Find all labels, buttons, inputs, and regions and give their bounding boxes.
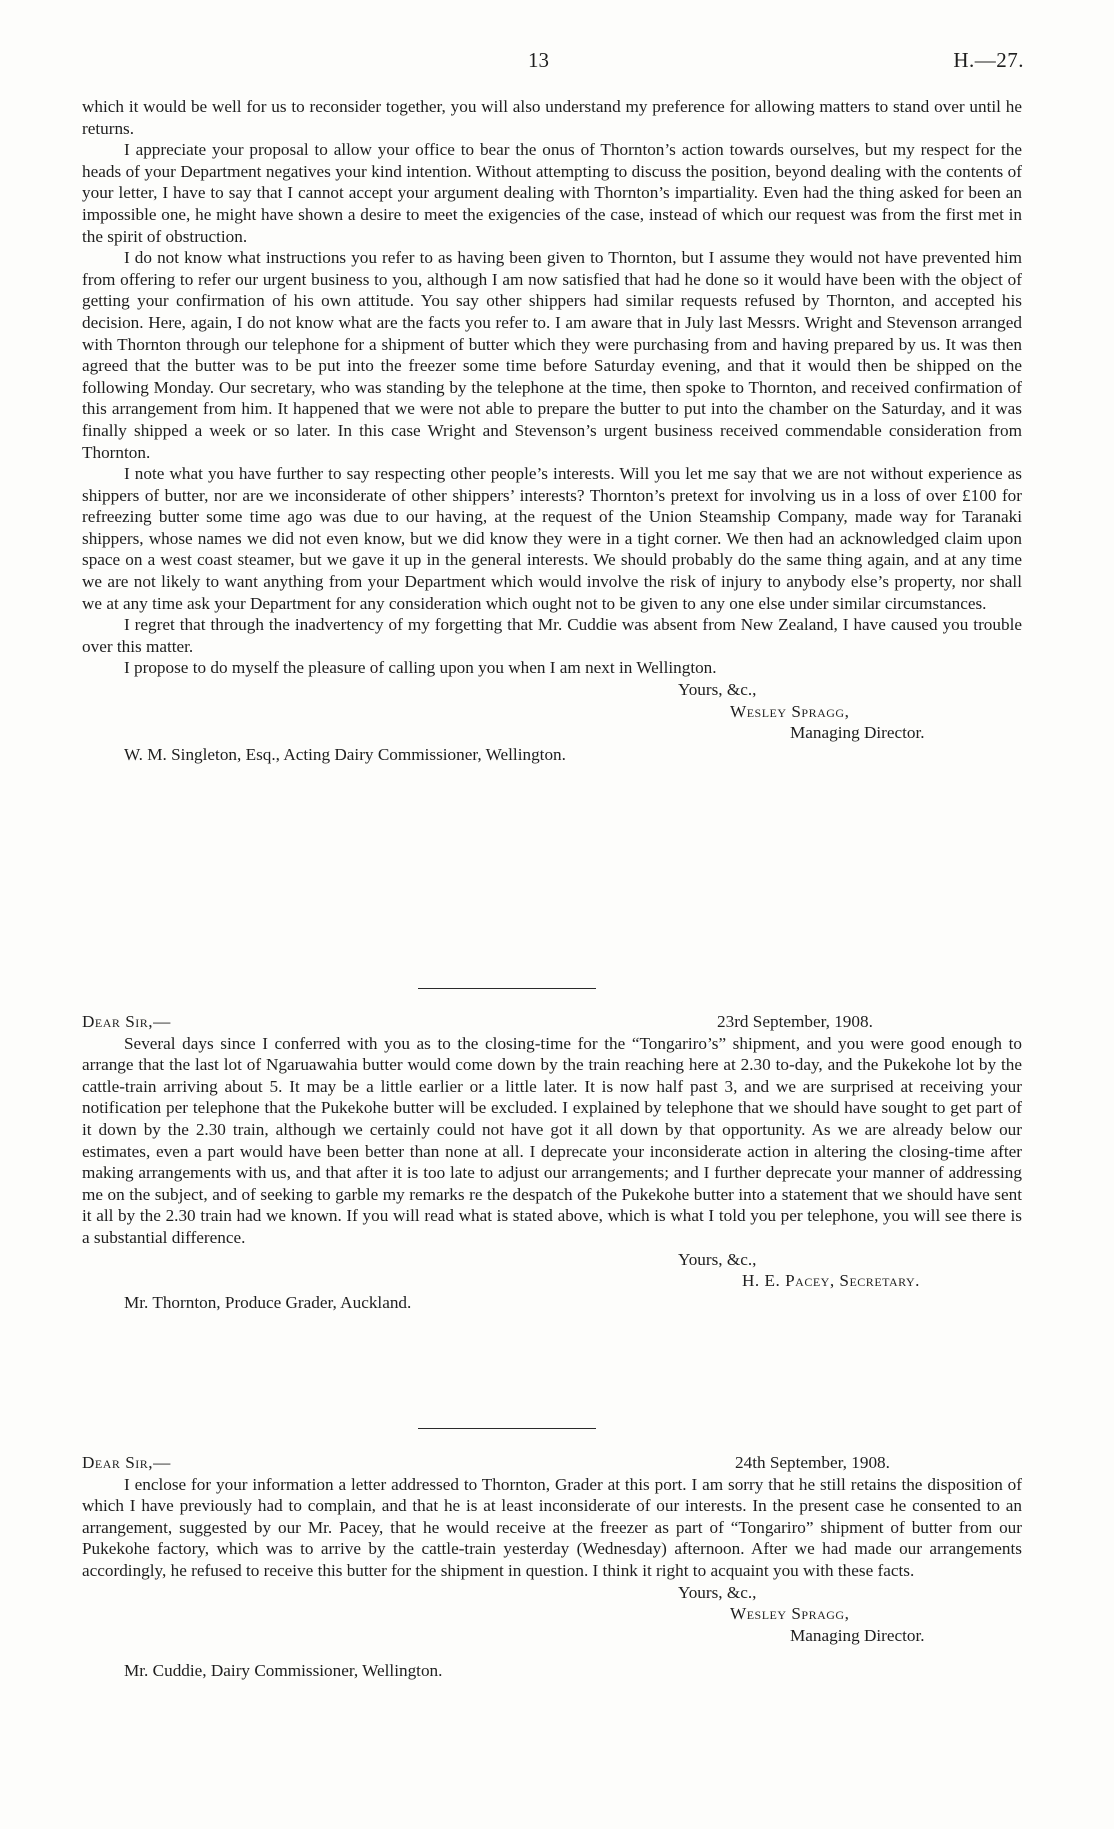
letter-3-heading <box>82 1452 1022 1474</box>
letter-1-paragraph: I note what you have further to say respecting other people’s interests. Will you let me say that we are not without experience as shippers of butter, nor are we inconsiderate of other shippers’ interests? Thornton’s pretext for involving us in a loss of over £100 for refreezing butter some time ago was due to our having, at the request of the Union Steamship Company, made way for Taranaki shippers, whose names we did not even know, but we did know they were in a tight corner. We then had an acknowledged claim upon space on a west coast steamer, but we gave it up in the general interests. We should probably do the same thing again, and at any time we are not likely to want anything from your Department which would involve the risk of injury to anybody else’s property, nor shall we at any time ask your Department for any consideration which ought not to be given to any one else under similar circumstances. <box>82 464 1022 613</box>
letter-2-heading <box>82 1011 1022 1033</box>
letter-1-paragraph: which it would be well for us to reconsider together, you will also understand my preference for allowing matters to stand over until he returns. <box>82 97 1022 138</box>
letter-1-valediction: Yours, &c., <box>678 680 757 700</box>
letter-3-valediction: Yours, &c., <box>678 1582 757 1602</box>
section-divider <box>418 1428 596 1429</box>
letter-2-valediction: Yours, &c., <box>678 1249 757 1269</box>
letter-3-salutation: Dear Sir,— <box>82 1453 171 1472</box>
letter-1-addressee: W. M. Singleton, Esq., Acting Dairy Commissioner, Wellington. <box>124 744 566 764</box>
letter-2-signer: H. E. Pacey, Secretary. <box>742 1271 920 1291</box>
letter-2-date: 23rd September, 1908. <box>717 1012 873 1031</box>
section-divider <box>418 988 596 989</box>
page-number: 13 <box>528 48 549 72</box>
document-reference: H.—27. <box>953 48 1024 72</box>
letter-3-date: 24th September, 1908. <box>735 1453 890 1472</box>
letter-3-signer-name: Wesley Spragg, <box>730 1604 850 1624</box>
letter-3 <box>82 1452 1022 1682</box>
letter-2-addressee: Mr. Thornton, Produce Grader, Auckland. <box>124 1292 412 1312</box>
letter-1 <box>82 96 1022 765</box>
letter-1-signer-title: Managing Director. <box>790 723 925 743</box>
letter-2 <box>82 1011 1022 1313</box>
letter-1-paragraph: I do not know what instructions you refer to as having been given to Thornton, but I assume they would not have prevented him from offering to refer our urgent business to you, although I am now satisfied that had he done so it would have been with the object of getting your confirmation of his own attitude. You say other shippers had similar requests refused by Thornton, and accepted his decision. Here, again, I do not know what are the facts you refer to. I am aware that in July last Messrs. Wright and Stevenson arranged with Thornton through our telephone for a shipment of butter which they were purchasing from and having prepared by us. It was then agreed that the butter was to be put into the freezer some time before Saturday evening, and that it would then be shipped on the following Monday. Our secretary, who was standing by the telephone at the time, then spoke to Thornton, and received confirmation of this arrangement from him. It happened that we were not able to prepare the butter to put into the chamber on the Saturday, and it was finally shipped a week or so later. In this case Wright and Stevenson’s urgent business received commendable consideration from Thornton. <box>82 248 1022 462</box>
page-header <box>0 50 1114 80</box>
letter-1-signer-name: Wesley Spragg, <box>730 701 850 721</box>
letter-1-paragraph: I regret that through the inadvertency of my forgetting that Mr. Cuddie was absent from New Zealand, I have caused you trouble over this matter. <box>82 615 1022 656</box>
letter-1-paragraph: I propose to do myself the pleasure of calling upon you when I am next in Wellington. <box>124 658 717 678</box>
letter-3-addressee: Mr. Cuddie, Dairy Commissioner, Wellington. <box>124 1661 443 1681</box>
letter-1-paragraph: I appreciate your proposal to allow your office to bear the onus of Thornton’s action towards ourselves, but my respect for the heads of your Department negatives your kind intention. Without attempting to discuss the position, beyond dealing with the contents of your letter, I have to say that I cannot accept your argument dealing with Thornton’s impartiality. Even had the thing asked for been an impossible one, he might have shown a desire to meet the exigencies of the case, instead of which our request was from the first met in the spirit of obstruction. <box>82 140 1022 246</box>
letter-2-paragraph: Several days since I conferred with you as to the closing-time for the “Tongariro’s” shipment, and you were good enough to arrange that the last lot of Ngaruawahia butter would come down by the train reaching here at 2.30 to-day, and the Pukekohe lot by the cattle-train arriving about 5. It may be a little earlier or a little later. It is now half past 3, and we are surprised at receiving your notification per telephone that the Pukekohe butter will be excluded. I explained by telephone that we should have sought to get part of it down by the 2.30 train, although we certainly could not have got it all down by that opportunity. As we are already below our estimates, even a part would have been better than none at all. I deprecate your inconsiderate action in altering the closing-time after making arrangements with us, and that after it is too late to adjust our arrangements; and I further deprecate your manner of addressing me on the subject, and of seeking to garble my remarks re the despatch of the Pukekohe butter into a statement that we should have sent it all by the 2.30 train had we known. If you will read what is stated above, which is what I told you per telephone, you will see there is a substantial difference. <box>82 1033 1022 1247</box>
letter-3-signer-title: Managing Director. <box>790 1625 925 1645</box>
letter-3-paragraph: I enclose for your information a letter addressed to Thornton, Grader at this port. I am sorry that he still retains the disposition of which I have previously had to complain, and that he is at least inconsiderate of our interests. In the present case he consented to an arrangement, suggested by our Mr. Pacey, that he would receive at the freezer as part of “Tongariro” shipment of butter from our Pukekohe factory, which was to arrive by the cattle-train yesterday (Wednesday) afternoon. After we had made our arrangements accordingly, he refused to receive this butter for the shipment in question. I think it right to acquaint you with these facts. <box>82 1474 1022 1580</box>
letter-2-salutation: Dear Sir,— <box>82 1012 171 1031</box>
